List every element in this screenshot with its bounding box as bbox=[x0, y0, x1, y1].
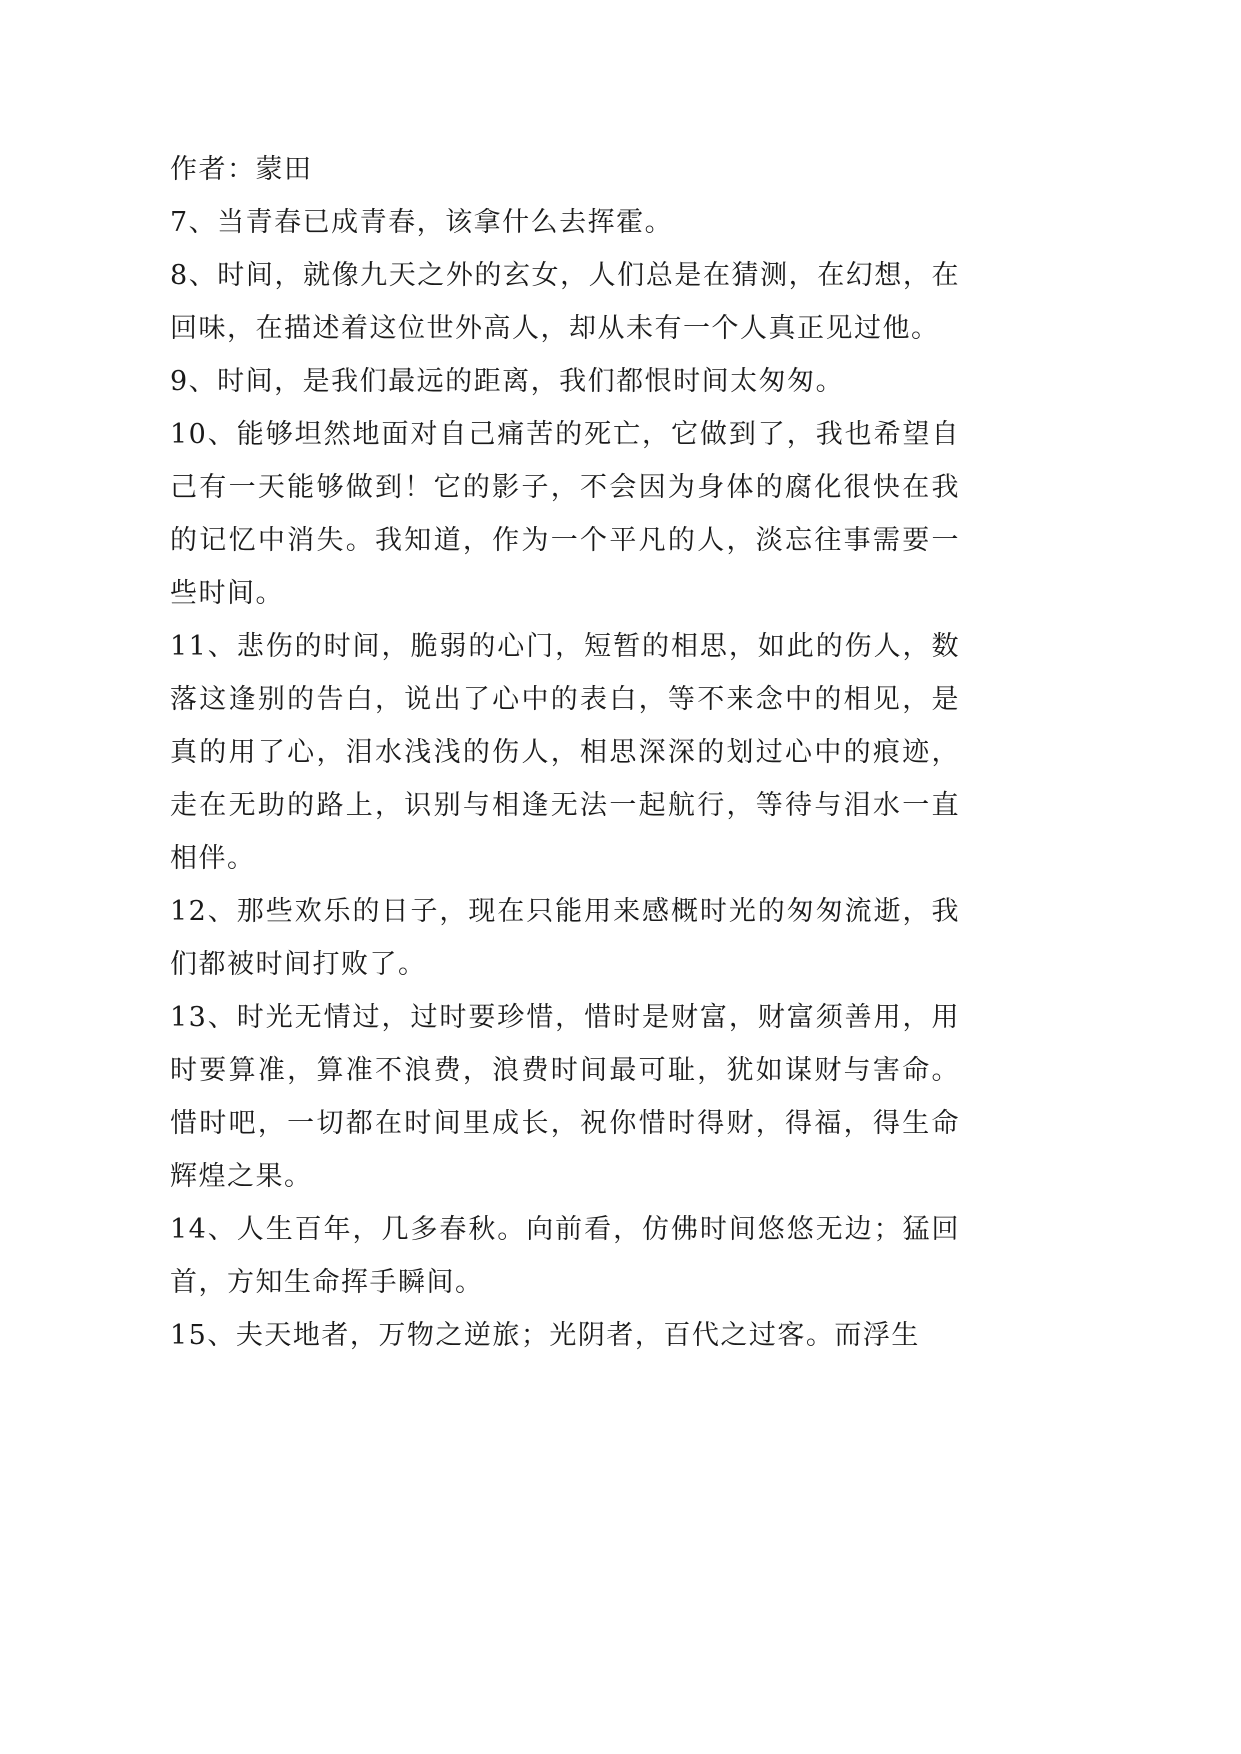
quote-paragraph-12: 12、那些欢乐的日子，现在只能用来感概时光的匆匆流逝，我们都被时间打败了。 bbox=[170, 896, 960, 980]
quote-paragraph-11: 11、悲伤的时间，脆弱的心门，短暂的相思，如此的伤人，数落这逢别的告白，说出了心中的表白，等不来念中的相见，是真的用了心，泪水浅浅的伤人，相思深深的划过心中的痕迹，走在无助的路上，识别与相逢无法一起航行，等待与泪水一直相伴。 bbox=[170, 631, 960, 874]
quote-paragraph-10: 10、能够坦然地面对自己痛苦的死亡，它做到了，我也希望自己有一天能够做到！它的影子，不会因为身体的腐化很快在我的记忆中消失。我知道，作为一个平凡的人，淡忘往事需要一些时间。 bbox=[170, 419, 960, 609]
author-line: 作者：蒙田 bbox=[170, 154, 313, 185]
quote-paragraph-8: 8、时间，就像九天之外的玄女，人们总是在猜测，在幻想，在回味，在描述着这位世外高人，却从未有一个人真正见过他。 bbox=[170, 260, 960, 344]
quote-paragraph-14: 14、人生百年，几多春秋。向前看，仿佛时间悠悠无边；猛回首，方知生命挥手瞬间。 bbox=[170, 1214, 960, 1298]
document-body bbox=[170, 143, 960, 1362]
quote-paragraph-15: 15、夫天地者，万物之逆旅；光阴者，百代之过客。而浮生 bbox=[170, 1320, 920, 1351]
quote-paragraph-13: 13、时光无情过，过时要珍惜，惜时是财富，财富须善用，用时要算准，算准不浪费，浪费时间最可耻，犹如谋财与害命。惜时吧，一切都在时间里成长，祝你惜时得财，得福，得生命辉煌之果。 bbox=[170, 1002, 960, 1192]
quote-paragraph-7: 7、当青春已成青春，该拿什么去挥霍。 bbox=[170, 207, 674, 238]
quote-paragraph-9: 9、时间，是我们最远的距离，我们都恨时间太匆匆。 bbox=[170, 366, 845, 397]
